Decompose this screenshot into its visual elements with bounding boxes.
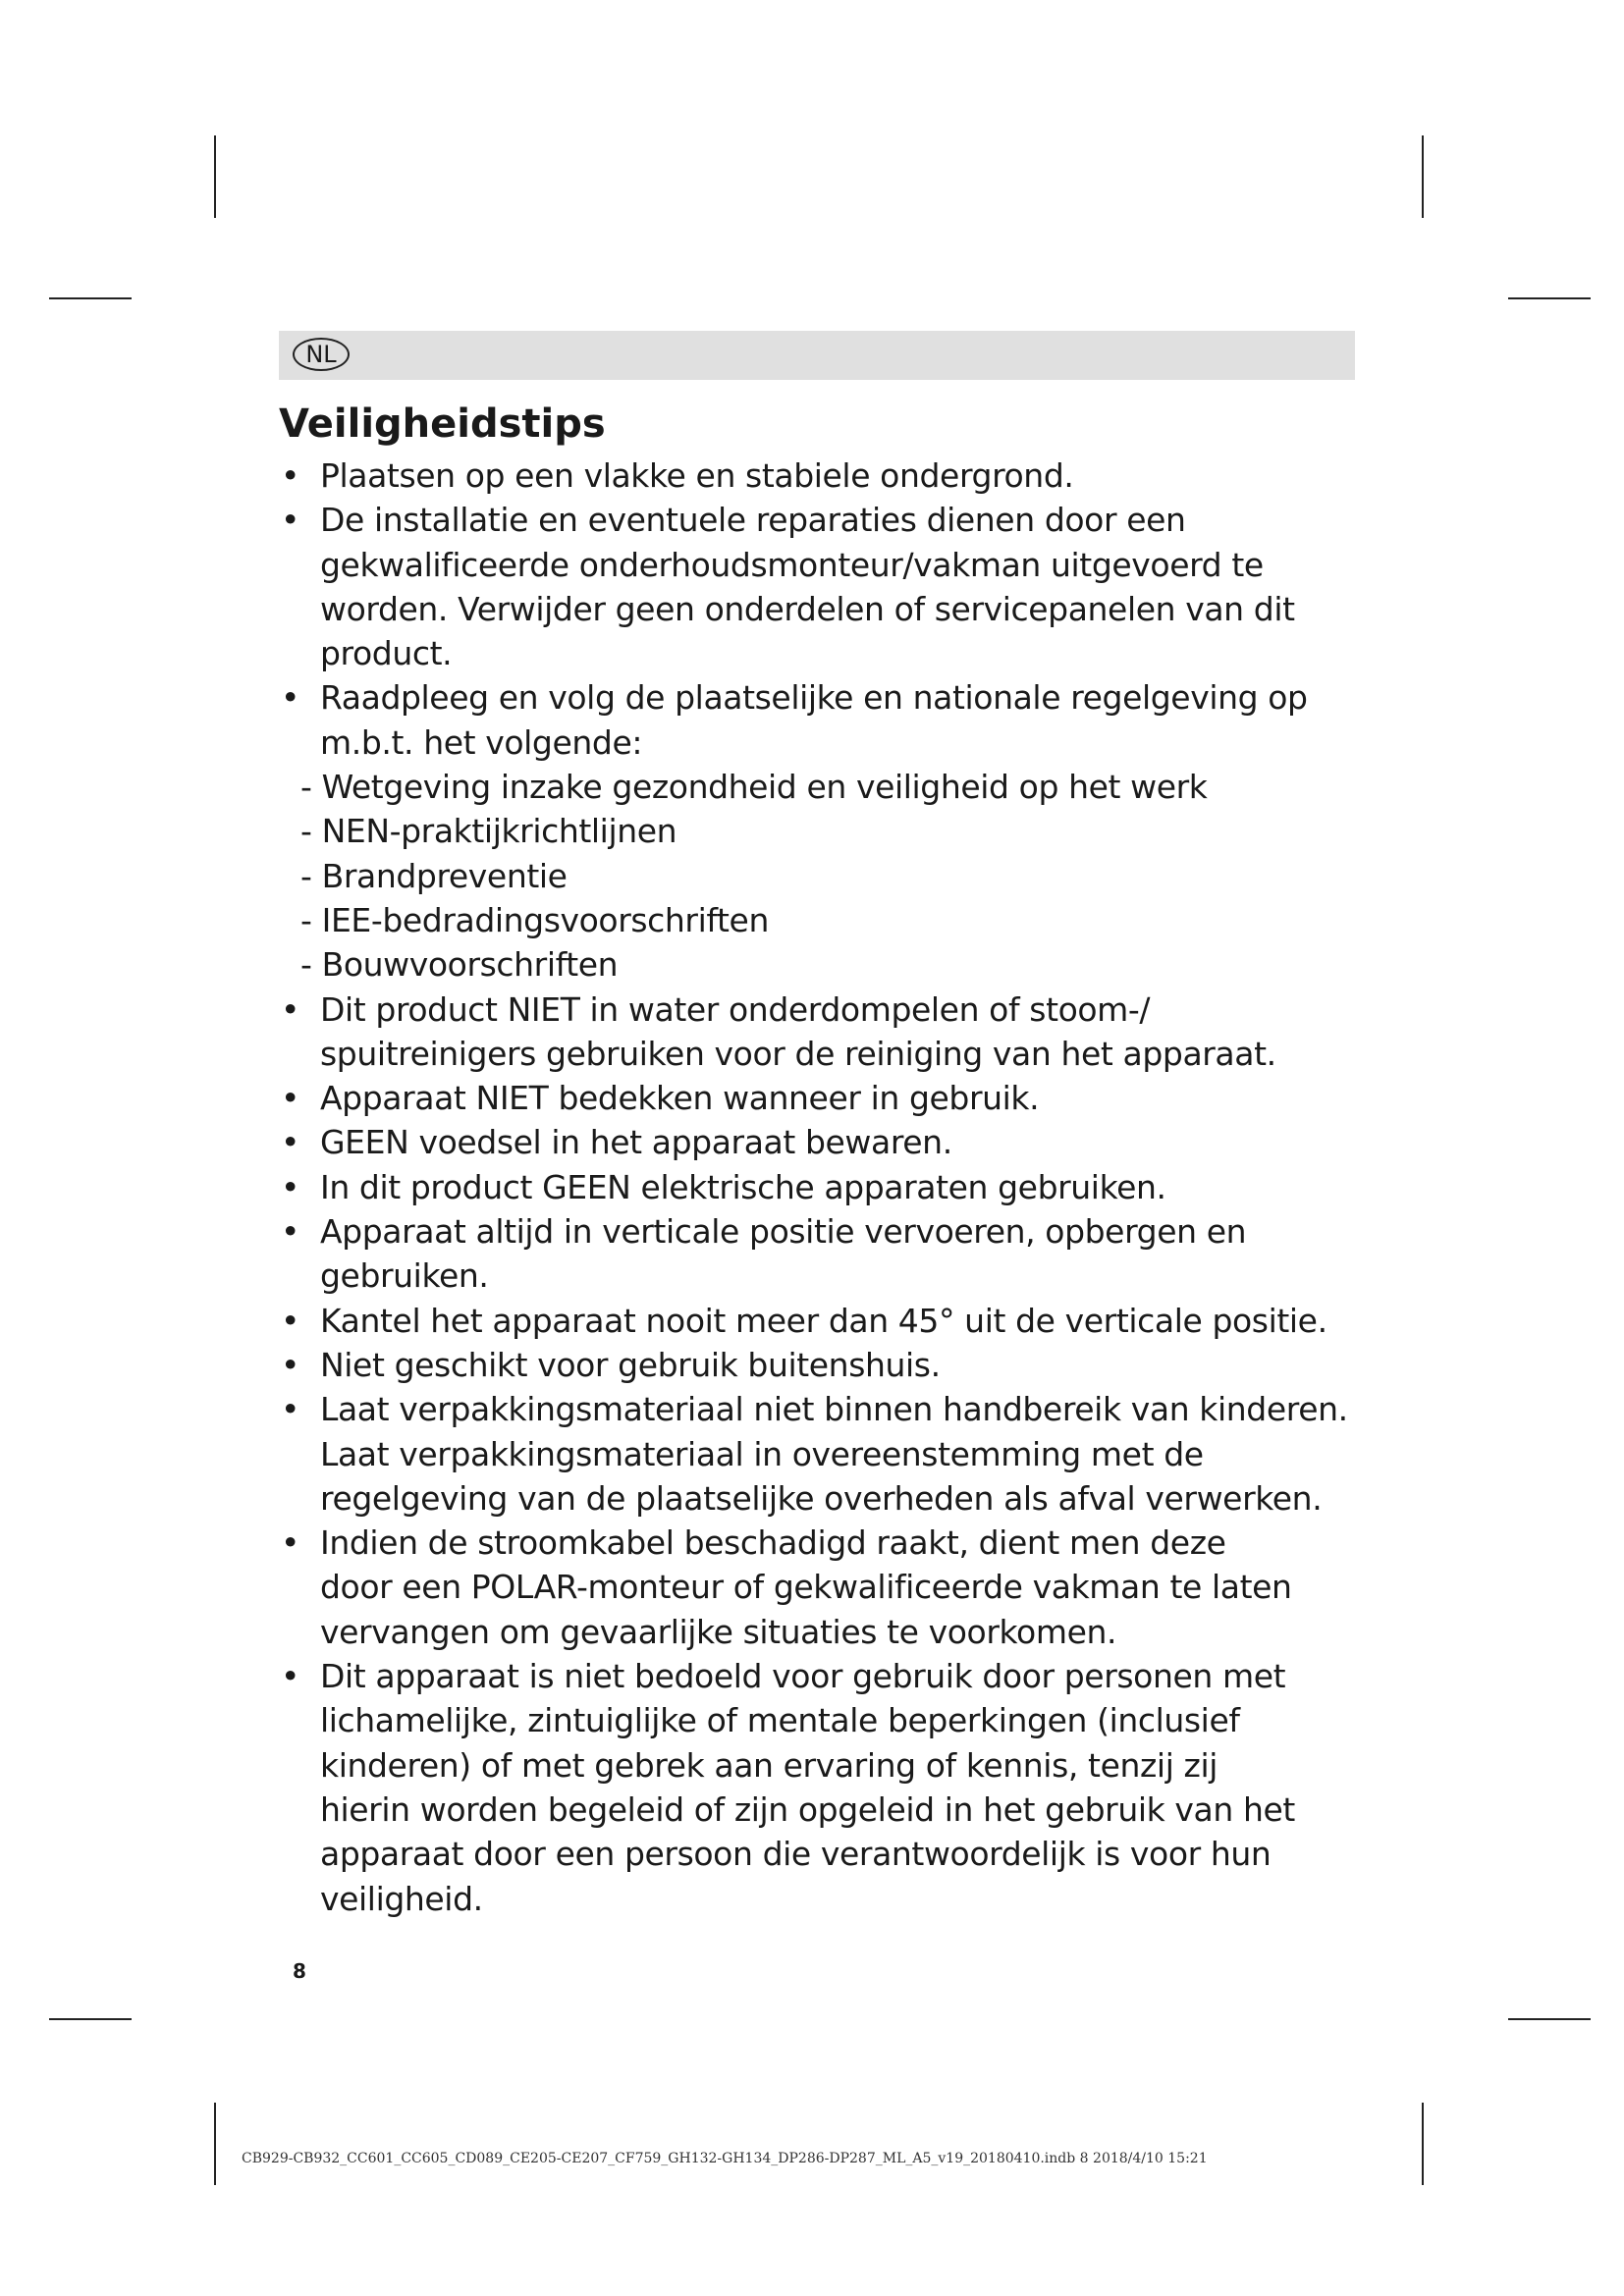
bullet-marker: • [281,1123,300,1162]
bullet-marker: • [281,1301,300,1340]
crop-mark-bottom-right [1422,2103,1424,2185]
print-slug: CB929-CB932_CC601_CC605_CD089_CE205-CE207_CF759_GH132-GH134_DP286-DP287_ML_A5_v19_20180410.indb 8 2018/4/10 15:21 [242,2151,1208,2166]
item-line: Apparaat altijd in verticale positie vervoeren, opbergen en [320,1212,1247,1252]
item-line: worden. Verwijder geen onderdelen of servicepanelen van dit [320,589,1295,628]
sub-item-text: Wetgeving inzake gezondheid en veiligheid op het werk [321,768,1208,807]
item-line: lichamelijke, zintuiglijke of mentale beperkingen (inclusief [320,1701,1240,1740]
item-line: Laat verpakkingsmateriaal in overeenstemming met de [320,1434,1204,1473]
list-item [279,454,1369,498]
sub-list-item [279,898,1369,942]
list-item [279,1209,1369,1299]
bullet-marker: • [281,1390,300,1429]
item-line: Plaatsen op een vlakke en stabiele ondergrond. [320,456,1074,495]
item-line: vervangen om gevaarlijke situaties te voorkomen. [320,1612,1117,1651]
item-line: Indien de stroomkabel beschadigd raakt, dient men deze [320,1523,1226,1563]
page-number: 8 [293,1959,306,1983]
crop-mark-left-lower [49,2018,132,2020]
item-line: Kantel het apparaat nooit meer dan 45° uit de verticale positie. [320,1301,1327,1340]
item-line: kinderen) of met gebrek aan ervaring of kennis, tenzij zij [320,1745,1218,1785]
dash-marker: - [300,812,312,851]
list-item [279,498,1369,675]
dash-marker: - [300,768,312,807]
item-line: De installatie en eventuele reparaties dienen door een [320,501,1186,540]
crop-mark-bottom-left [214,2103,216,2185]
list-item [279,1521,1369,1654]
item-line: Laat verpakkingsmateriaal niet binnen handbereik van kinderen. [320,1390,1348,1429]
item-line: GEEN voedsel in het apparaat bewaren. [320,1123,952,1162]
sub-item-text: Bouwvoorschriften [321,945,619,985]
bullet-marker: • [281,501,300,540]
item-line: m.b.t. het volgende: [320,722,643,762]
dash-marker: - [300,900,312,939]
sub-list-item [279,809,1369,853]
language-badge: NL [293,338,350,371]
section-title: Veiligheidstips [279,401,606,447]
sub-list-item [279,854,1369,898]
item-line: product. [320,634,453,673]
sub-list-item [279,942,1369,987]
bullet-marker: • [281,989,300,1029]
list-item [279,1387,1369,1521]
bullet-marker: • [281,678,300,718]
sub-list-item [279,765,1369,809]
list-item [279,988,1369,1077]
item-line: Niet geschikt voor gebruik buitenshuis. [320,1345,941,1384]
list-item [279,675,1369,765]
list-item [279,1299,1369,1343]
crop-mark-top-right [1422,135,1424,218]
item-line: veiligheid. [320,1879,483,1918]
item-line: door een POLAR-monteur of gekwalificeerde vakman te laten [320,1568,1292,1607]
bullet-marker: • [281,1345,300,1384]
item-line: gekwalificeerde onderhoudsmonteur/vakman uitgevoerd te [320,545,1264,584]
safety-tips-list [279,454,1369,1921]
bullet-marker: • [281,456,300,495]
list-item [279,1120,1369,1164]
list-item [279,1076,1369,1120]
bullet-marker: • [281,1079,300,1118]
safety-tips-section [279,395,1369,1921]
bullet-marker: • [281,1212,300,1252]
crop-mark-top-left [214,135,216,218]
crop-mark-right-lower [1508,2018,1591,2020]
list-item [279,1343,1369,1387]
bullet-marker: • [281,1167,300,1206]
language-header-bar [279,331,1355,380]
list-item [279,1165,1369,1209]
item-line: In dit product GEEN elektrische apparaten gebruiken. [320,1167,1166,1206]
item-line: Dit product NIET in water onderdompelen of stoom-/ [320,989,1151,1029]
item-line: gebruiken. [320,1256,489,1296]
item-line: Raadpleeg en volg de plaatselijke en nationale regelgeving op [320,678,1308,718]
crop-mark-right-upper [1508,297,1591,299]
item-line: hierin worden begeleid of zijn opgeleid in het gebruik van het [320,1789,1295,1829]
sub-item-text: NEN-praktijkrichtlijnen [321,812,677,851]
sub-item-text: Brandpreventie [321,856,568,895]
item-line: Dit apparaat is niet bedoeld voor gebruik door personen met [320,1657,1286,1696]
item-line: apparaat door een persoon die verantwoordelijk is voor hun [320,1835,1272,1874]
dash-marker: - [300,856,312,895]
item-line: spuitreinigers gebruiken voor de reiniging van het apparaat. [320,1034,1276,1073]
sub-item-text: IEE-bedradingsvoorschriften [321,900,769,939]
crop-mark-left-upper [49,297,132,299]
dash-marker: - [300,945,312,985]
item-line: regelgeving van de plaatselijke overheden als afval verwerken. [320,1478,1323,1518]
bullet-marker: • [281,1657,300,1696]
item-line: Apparaat NIET bedekken wanneer in gebruik. [320,1079,1040,1118]
list-item [279,1654,1369,1921]
bullet-marker: • [281,1523,300,1563]
